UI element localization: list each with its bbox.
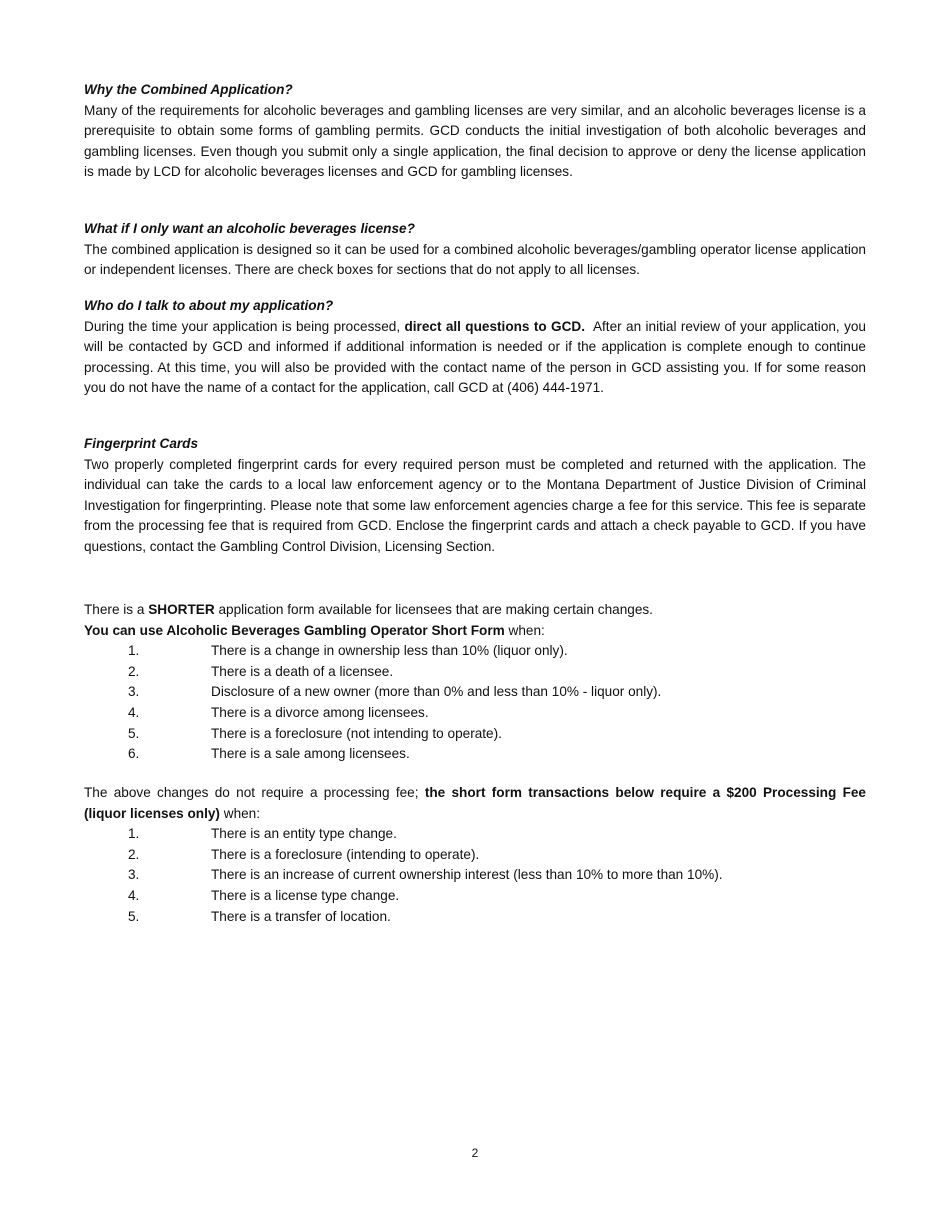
list-text: There is a death of a licensee. xyxy=(211,663,394,679)
list-number: 2. xyxy=(128,663,140,679)
list-text: There is a sale among licensees. xyxy=(211,746,410,762)
list-text: There is a license type change. xyxy=(211,887,400,903)
list-text: Disclosure of a new owner (more than 0% and less than 10% - liquor only). xyxy=(211,684,662,700)
list-item xyxy=(84,703,866,724)
list-number: 3. xyxy=(128,867,140,883)
list-item xyxy=(84,907,866,928)
list-item xyxy=(84,744,866,765)
list-text: There is a divorce among licensees. xyxy=(211,704,429,720)
list-number: 6. xyxy=(128,746,140,762)
list-text: There is a transfer of location. xyxy=(211,908,391,924)
list-text: There is a foreclosure (not intending to operate). xyxy=(211,725,502,741)
list-number: 4. xyxy=(128,887,140,903)
text: when: xyxy=(504,622,545,638)
bold-text: direct all questions to GCD. xyxy=(404,318,586,334)
short-form-intro xyxy=(84,600,866,621)
list-text: There is a change in ownership less than 10% (liquor only). xyxy=(211,643,568,659)
section-combined-application xyxy=(84,80,866,183)
list-text: There is an increase of current ownership interest (less than 10% to more than 10%). xyxy=(211,867,723,883)
section-contact xyxy=(84,296,870,399)
section-heading: Why the Combined Application? xyxy=(84,82,293,97)
list-number: 1. xyxy=(128,643,140,659)
bold-text: You can use Alcoholic Beverages Gambling Operator Short Form xyxy=(84,622,505,638)
section-heading: Who do I talk to about my application? xyxy=(84,298,334,313)
section-fingerprint xyxy=(84,434,866,558)
fee-list xyxy=(84,824,866,927)
text: After an initial review of your application, you will be contacted by GCD and informed if additional information is needed or if the application is complete enough to continue processing. At this time, you will also be provided with the contact name of the person in GCD assisting you. If for some reason you do not have the name of a contact for the application, call GCD at (406) 444-1971. xyxy=(84,318,870,396)
list-item xyxy=(84,662,866,683)
list-number: 3. xyxy=(128,684,140,700)
section-alcohol-only xyxy=(84,219,866,281)
text: when: xyxy=(219,805,261,821)
list-number: 1. xyxy=(128,826,140,842)
list-item xyxy=(84,724,866,745)
list-number: 5. xyxy=(128,725,140,741)
text: application form available for licensees that are making certain changes. xyxy=(214,602,653,617)
list-text: There is a foreclosure (intending to operate). xyxy=(211,846,480,862)
list-item xyxy=(84,682,866,703)
short-form-list xyxy=(84,641,866,765)
list-item xyxy=(84,865,866,886)
section-text: Many of the requirements for alcoholic beverages and gambling licenses are very similar, and an alcoholic beverages license is a prerequisite to obtain some forms of gambling permits. GCD conducts the initial investigation of both alcoholic beverages and gambling licenses. Even though you submit only a single application, the final decision to approve or deny the license application is made by LCD for alcoholic beverages licenses and GCD for gambling licenses. xyxy=(84,102,866,180)
section-text: Two properly completed fingerprint cards for every required person must be completed and returned with the application. The individual can take the cards to a local law enforcement agency or to the Montana Department of Justice Division of Criminal Investigation for fingerprinting. Please note that some law enforcement agencies charge a fee for this service. This fee is separate from the processing fee that is required from GCD. Enclose the fingerprint cards and attach a check payable to GCD. If you have questions, contact the Gambling Control Division, Licensing Section. xyxy=(84,456,866,554)
section-text: The combined application is designed so it can be used for a combined alcoholic beverages/gambling operator license application or independent licenses. There are check boxes for sections that do not apply to all licenses. xyxy=(84,241,866,278)
list-number: 5. xyxy=(128,908,140,924)
list-text: There is an entity type change. xyxy=(211,826,397,842)
bold-text: SHORTER xyxy=(148,602,215,617)
list-number: 2. xyxy=(128,846,140,862)
short-form-when xyxy=(84,621,866,642)
list-item xyxy=(84,845,866,866)
page-number: 2 xyxy=(471,1146,479,1160)
text: During the time your application is being processed, xyxy=(84,318,405,334)
text: There is a xyxy=(84,602,149,617)
section-fee xyxy=(84,783,866,927)
section-text xyxy=(84,317,870,399)
list-item xyxy=(84,641,866,662)
section-heading: What if I only want an alcoholic beverages license? xyxy=(84,221,415,236)
text: The above changes do not require a processing fee; xyxy=(84,785,425,800)
bold-text: the short form transactions below require a $200 Processing Fee (liquor licenses only) xyxy=(84,785,866,821)
list-item xyxy=(84,886,866,907)
fee-intro xyxy=(84,783,866,824)
section-heading: Fingerprint Cards xyxy=(84,436,199,451)
section-short-form xyxy=(84,600,866,765)
list-number: 4. xyxy=(128,704,140,720)
list-item xyxy=(84,824,866,845)
